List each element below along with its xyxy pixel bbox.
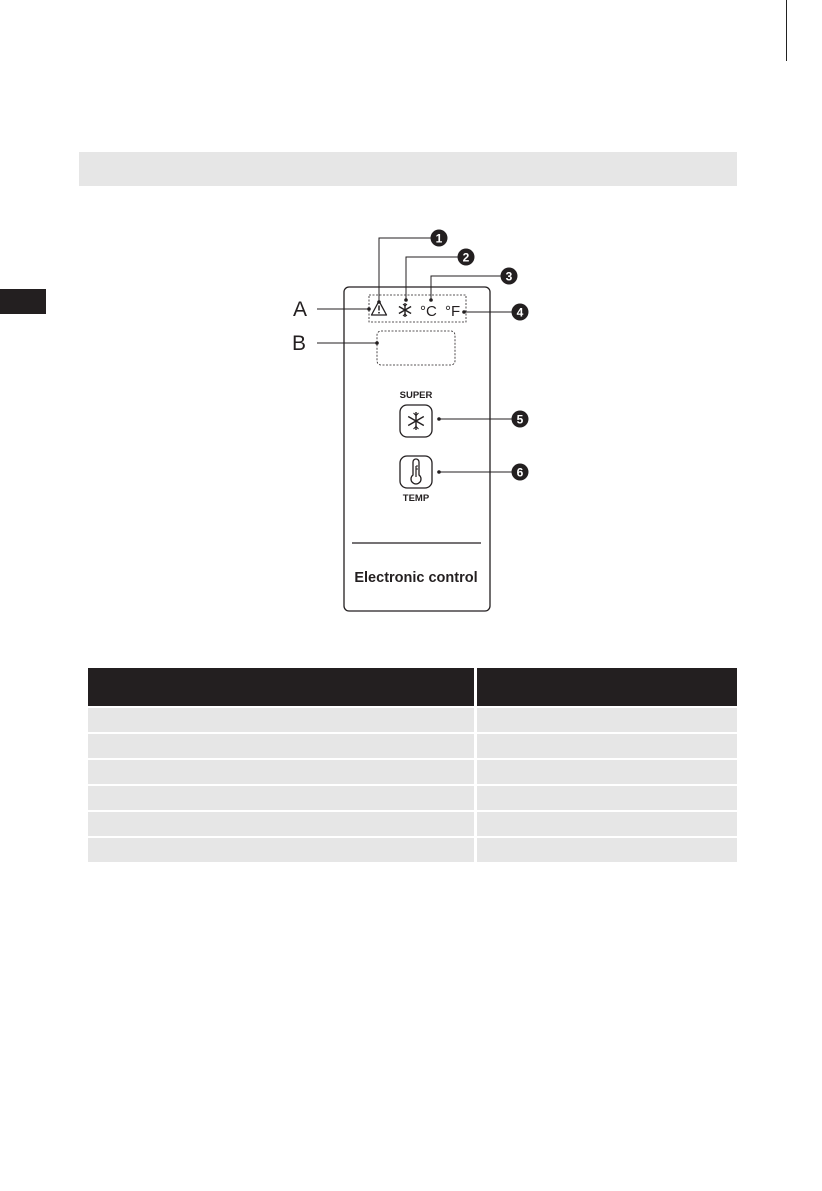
table-header-cell — [88, 668, 474, 706]
table-cell — [88, 786, 474, 810]
leader-dot-6 — [437, 470, 441, 474]
callout-3-number: 3 — [505, 269, 513, 284]
table-cell — [88, 734, 474, 758]
leader-dot-3 — [429, 298, 433, 302]
thermometer-icon — [411, 459, 421, 484]
table-cell — [88, 708, 474, 732]
super-label: SUPER — [399, 390, 433, 401]
callout-2 — [458, 249, 475, 266]
callout-5 — [512, 411, 529, 428]
callout-5-number: 5 — [516, 412, 524, 427]
table-row — [88, 708, 737, 732]
callout-6 — [512, 464, 529, 481]
snowflake-icon — [408, 412, 424, 430]
leader-dot-b — [375, 341, 379, 345]
table-cell — [477, 812, 737, 836]
temp-label: TEMP — [402, 493, 430, 504]
table-row — [88, 760, 737, 784]
control-panel-outline — [344, 287, 490, 611]
leader-dot-2 — [404, 298, 408, 302]
leader-dot-a — [367, 307, 371, 311]
table-header — [88, 668, 737, 706]
callout-1-number: 1 — [435, 231, 443, 246]
label-b: B — [292, 332, 307, 355]
leader-line-2 — [406, 257, 458, 300]
table-cell — [88, 838, 474, 862]
table-row — [88, 786, 737, 810]
table-row — [88, 838, 737, 862]
fahrenheit-indicator: °F — [445, 303, 461, 320]
label-a: A — [293, 298, 308, 321]
table-cell — [477, 786, 737, 810]
celsius-indicator: °C — [420, 303, 437, 320]
panel-title: Electronic control — [354, 570, 478, 586]
table-cell — [477, 708, 737, 732]
callout-3 — [501, 268, 518, 285]
callout-4 — [512, 304, 529, 321]
table-cell — [477, 838, 737, 862]
leader-line-1 — [379, 238, 431, 302]
table-cell — [88, 760, 474, 784]
table-cell — [477, 734, 737, 758]
table-row — [88, 734, 737, 758]
callout-4-number: 4 — [516, 305, 524, 320]
table-cell — [88, 812, 474, 836]
leader-dot-1 — [377, 300, 381, 304]
callout-2-number: 2 — [462, 250, 470, 265]
leader-dot-5 — [437, 417, 441, 421]
leader-dot-4 — [462, 310, 466, 314]
table-cell — [477, 760, 737, 784]
temperature-display — [377, 331, 455, 365]
snowflake-icon — [399, 303, 411, 317]
function-table — [88, 668, 737, 862]
table-header-cell — [477, 668, 737, 706]
callout-1 — [431, 230, 448, 247]
callout-6-number: 6 — [516, 465, 524, 480]
table-row — [88, 812, 737, 836]
